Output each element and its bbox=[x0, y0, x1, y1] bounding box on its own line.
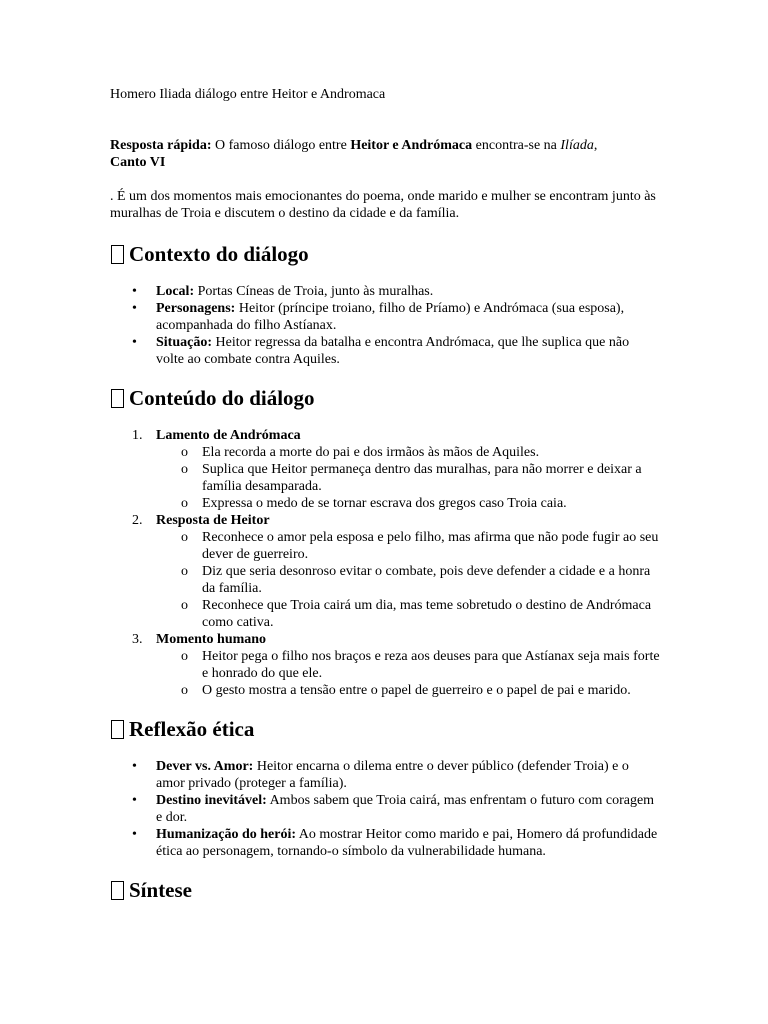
quick-answer-text-1: O famoso diálogo entre bbox=[215, 138, 347, 153]
quick-answer-bold-2: Canto VI bbox=[110, 155, 166, 170]
sub-item: o Expressa o medo de se tornar escrava dos gregos caso Troia caia. bbox=[156, 495, 660, 512]
item-number: 3. bbox=[132, 632, 143, 647]
numbered-item-title: Momento humano bbox=[156, 632, 267, 647]
context-list bbox=[110, 283, 660, 368]
ethics-list bbox=[110, 758, 660, 860]
list-item bbox=[110, 334, 660, 368]
section-heading-context-text: Contexto do diálogo bbox=[129, 242, 309, 266]
list-item-label: Dever vs. Amor: bbox=[156, 759, 254, 774]
sub-item: o O gesto mostra a tensão entre o papel de guerreiro e o papel de pai e marido. bbox=[156, 682, 660, 699]
section-heading-content-text: Conteúdo do diálogo bbox=[129, 386, 315, 410]
quick-answer bbox=[110, 137, 660, 171]
missing-glyph-icon bbox=[111, 389, 124, 408]
list-item-text: Heitor encarna o dilema entre o dever público (defender Troia) e o amor privado (proteger a família). bbox=[156, 759, 629, 791]
list-item bbox=[110, 283, 660, 300]
list-item bbox=[110, 300, 660, 334]
list-item bbox=[110, 826, 660, 860]
list-item-text: Heitor (príncipe troiano, filho de Príamo) e Andrómaca (sua esposa), acompanhada do filho Astíanax. bbox=[156, 301, 625, 333]
list-item-label: Destino inevitável: bbox=[156, 793, 267, 808]
numbered-item-title: Resposta de Heitor bbox=[156, 513, 270, 528]
list-item-text: Portas Cíneas de Troia, junto às muralhas. bbox=[197, 284, 434, 299]
quick-answer-text-3: , bbox=[593, 138, 598, 153]
sub-list bbox=[156, 444, 660, 512]
sub-list bbox=[156, 648, 660, 699]
list-item-label: Humanização do herói: bbox=[156, 827, 296, 842]
numbered-item bbox=[110, 512, 660, 631]
item-number: 2. bbox=[132, 513, 143, 528]
numbered-item-title: Lamento de Andrómaca bbox=[156, 428, 301, 443]
content-list bbox=[110, 427, 660, 699]
list-item-label: Local: bbox=[156, 284, 195, 299]
sub-item: o Heitor pega o filho nos braços e reza aos deuses para que Astíanax seja mais forte e honrado do que ele. bbox=[156, 648, 660, 682]
section-heading-ethics bbox=[110, 716, 660, 742]
section-heading-context bbox=[110, 241, 660, 267]
document-title: Homero Iliada diálogo entre Heitor e Andromaca bbox=[110, 87, 386, 102]
sub-item: o Ela recorda a morte do pai e dos irmãos às mãos de Aquiles. bbox=[156, 444, 660, 461]
section-heading-synthesis bbox=[110, 877, 660, 903]
item-number: 1. bbox=[132, 428, 143, 443]
list-item-label: Personagens: bbox=[156, 301, 236, 316]
quick-answer-bold-1: Heitor e Andrómaca bbox=[350, 138, 473, 153]
list-item-text: Ambos sabem que Troia cairá, mas enfrentam o futuro com coragem e dor. bbox=[156, 793, 655, 825]
list-item bbox=[110, 792, 660, 826]
missing-glyph-icon bbox=[111, 720, 124, 739]
list-item bbox=[110, 758, 660, 792]
document-body bbox=[110, 86, 660, 919]
intro-paragraph: . É um dos momentos mais emocionantes do poema, onde marido e mulher se encontram junto às muralhas de Troia e discutem o destino da cidade e da família. bbox=[110, 189, 656, 221]
quick-answer-text-2: encontra-se na bbox=[475, 138, 557, 153]
numbered-item bbox=[110, 631, 660, 699]
sub-item: o Reconhece o amor pela esposa e pelo filho, mas afirma que não pode fugir ao seu dever de guerreiro. bbox=[156, 529, 660, 563]
section-heading-content bbox=[110, 385, 660, 411]
numbered-item bbox=[110, 427, 660, 512]
sub-item: o Diz que seria desonroso evitar o combate, pois deve defender a cidade e a honra da família. bbox=[156, 563, 660, 597]
list-item-text: Ao mostrar Heitor como marido e pai, Homero dá profundidade ética ao personagem, tornando-o símbolo da vulnerabilidade humana. bbox=[156, 827, 658, 859]
list-item-text: Heitor regressa da batalha e encontra Andrómaca, que lhe suplica que não volte ao combate contra Aquiles. bbox=[156, 335, 630, 367]
missing-glyph-icon bbox=[111, 245, 124, 264]
quick-answer-label: Resposta rápida: bbox=[110, 138, 212, 153]
missing-glyph-icon bbox=[111, 881, 124, 900]
sub-item: o Reconhece que Troia cairá um dia, mas teme sobretudo o destino de Andrómaca como cativa. bbox=[156, 597, 660, 631]
section-heading-synthesis-text: Síntese bbox=[129, 878, 192, 902]
quick-answer-italic: Ilíada bbox=[560, 138, 594, 153]
sub-item: o Suplica que Heitor permaneça dentro das muralhas, para não morrer e deixar a família desamparada. bbox=[156, 461, 660, 495]
list-item-label: Situação: bbox=[156, 335, 212, 350]
section-heading-ethics-text: Reflexão ética bbox=[129, 717, 255, 741]
sub-list bbox=[156, 529, 660, 631]
